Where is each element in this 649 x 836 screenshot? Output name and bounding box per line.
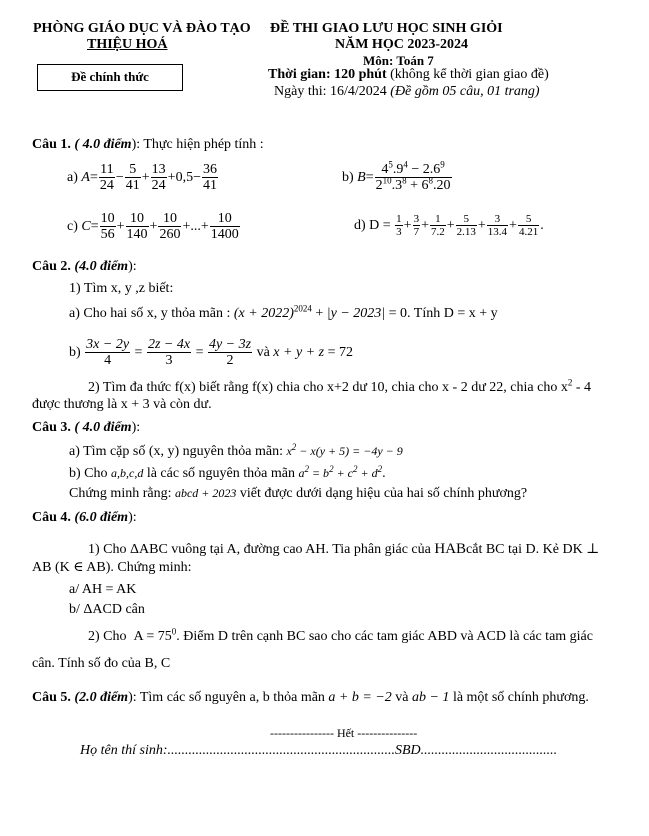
q5-end: là một số chính phương. [452,690,589,705]
q3-prove-pre: Chứng minh rằng: [69,486,172,501]
subject: Môn: Toán 7 [363,53,434,68]
q3-prove: Chứng minh rằng: abcd + 2023 viết được dưới dạng hiệu của hai số chính phương? [69,486,528,501]
q4-part1-line2: AB (K ∈ AB). Chứng minh: [32,560,192,575]
q1-b-label: b) [342,170,354,186]
q4-points: (6.0 điểm [74,510,129,525]
q3-a-text: a) Tìm cặp số (x, y) nguyên thỏa mãn: [69,444,283,459]
q2-tail: ): [128,259,137,274]
q1-a-label: a) [67,170,78,186]
q3-prove-post: viết được dưới dạng hiệu của hai số chính phương? [239,486,528,501]
q1-c-label: c) [67,219,78,235]
q3-points: ( 4.0 điểm [74,420,132,435]
time-label: Thời gian: 120 phút [268,67,387,82]
q4-p1-text: 1) Cho ΔABC vuông tại A, đường cao AH. Tia phân giác của [88,542,431,557]
q2-b: b) $\frac{3x - 2y}{4}$ = $\frac{2z - 4x}{3}$ = $\frac{4y - 3z}{2}$ và x + y + z = 72 [69,337,353,369]
q4-a: a/ AH = AK [69,582,137,597]
q1-points: ( 4.0 điểm [74,137,132,152]
q2-points: (4.0 điểm [74,259,129,274]
q2-b-and: và [256,345,270,361]
q2-a: a) Cho hai số x, y thỏa mãn : $(x + 2022)^{2024} + |y - 2023| = 0$. Tính D = x + y [69,303,498,321]
q4-part1-line1 [88,541,599,558]
q2-part1: 1) Tìm x, y ,z biết: [69,281,174,296]
q3-tail: ): [131,420,141,435]
q1-a: a) A= $\frac{11}{24}$ − $\frac{5}{41}$ + $\frac{13}{24}$ +0,5− $\frac{36}{41}$ [67,162,217,194]
time-note: (không kể thời gian giao đề) [390,67,549,82]
q2-a-tail: . Tính D = x + y [407,306,498,321]
q1-d-label: d) D = [354,217,391,233]
q5-text: Câu 5. (2.0 điểm): Tìm các số nguyên a, b thỏa mãn a + b = −2 và ab − 1 là một số chính phương. [32,690,589,705]
q3-a: a) Tìm cặp số (x, y) nguyên thỏa mãn: $x^2 - x(y + 5) = -4y - 9$ [69,442,403,459]
q2-part2-text: 2) Tìm đa thức f(x) biết rằng f(x) chia cho x+2 dư 10, chia cho x - 2 dư 22, chia cho x [88,380,568,395]
q4-b: b/ ΔACD cân [69,602,145,617]
q1-heading [32,137,264,153]
q3-b: b) Cho a,b,c,d là các số nguyên thỏa mãn $a^2 = b^2 + c^2 + d^2$. [69,464,386,481]
q5-tail: ): Tìm các số nguyên a, b thỏa mãn [128,690,325,705]
q4-part2-line1: 2) Cho $A = 75^0$. Điểm D trên cạnh BC sao cho các tam giác ABD và ACD là các tam giác [88,626,593,644]
q4-part2-line2: cân. Tính số đo của B, C [32,656,171,671]
q3-heading [32,420,140,436]
q1-d: d) D = $\frac{1}{3}$ + $\frac{3}{7}$ + $\frac{1}{7.2}$ + $\frac{5}{2.13}$ + $\frac{3}{13.4}$ + $\frac{5}{4.21}$ . [354,213,544,239]
q5-label: Câu 5. [32,690,71,705]
student-info-line: Họ tên thí sinh:.................................................................SBD....................................... [80,743,558,758]
q4-p2-pre: 2) Cho [88,629,127,644]
q5-and: và [395,690,409,705]
q1-label: Câu 1. [32,137,71,152]
q3-b-text: b) Cho [69,466,108,481]
q3-b-mid: là các số nguyên thỏa mãn [146,466,295,481]
official-label: Đề chính thức [71,69,149,84]
department-name: PHÒNG GIÁO DỤC VÀ ĐÀO TẠO [33,21,251,36]
q3-label: Câu 3. [32,420,71,435]
date-label: Ngày thi: 16/4/2024 [274,84,387,99]
q2-a-text: a) Cho hai số x, y thỏa mãn : [69,306,231,321]
q2-part2-line1: 2) Tìm đa thức f(x) biết rằng f(x) chia cho x+2 dư 10, chia cho x - 2 dư 22, chia cho $x^2 - 4$ [88,377,591,395]
date-note: (Đề gồm 05 câu, 01 trang) [390,84,540,99]
q4-p2-post: . Điểm D trên cạnh BC sao cho các tam giác ABD và ACD là các tam giác [176,629,593,644]
district-name: THIỆU HOÁ [87,37,168,52]
q5-points: (2.0 điểm [74,690,129,705]
exam-time [268,67,549,83]
q1-b: b) B= $\frac{4^5.9^4 - 2.6^9}{2^{10}.3^8 + 6^8.20}$ [342,159,451,194]
q4-tail: ): [128,510,137,525]
q4-p1-angle: HAB [434,541,467,557]
q2-heading [32,259,137,275]
q4-label: Câu 4. [32,510,71,525]
q4-heading [32,510,137,526]
q2-part2-line2: được thương là x + 3 và còn dư. [32,397,212,412]
end-marker: ---------------- Hết --------------- [270,726,418,740]
q2-b-label: b) [69,345,81,361]
exam-title: ĐỀ THI GIAO LƯU HỌC SINH GIỎI [270,21,503,36]
q2-label: Câu 2. [32,259,71,274]
q1-c: c) C= $\frac{10}{56}$ + $\frac{10}{140}$ + $\frac{10}{260}$ +...+ $\frac{10}{1400}$ [67,211,239,243]
q4-p1-rest: cắt BC tại D. Kẻ DK ⊥ [466,542,600,557]
q1-tail: ): Thực hiện phép tính : [131,137,264,152]
school-year: NĂM HỌC 2023-2024 [335,37,468,52]
exam-date [274,84,540,100]
